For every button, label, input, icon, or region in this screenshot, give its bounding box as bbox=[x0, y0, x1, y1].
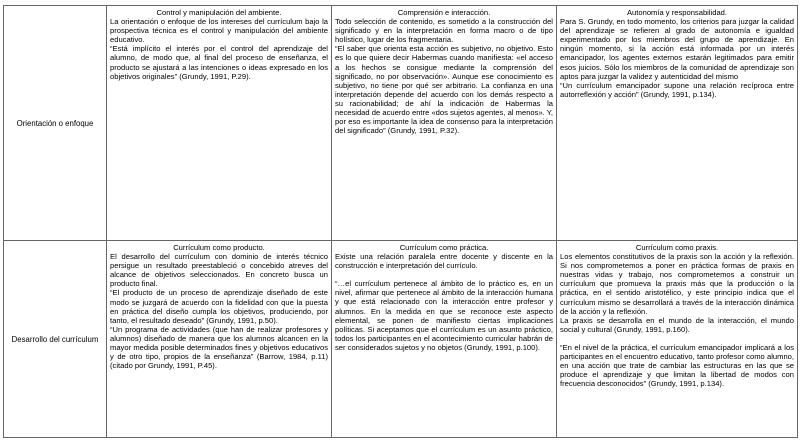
cell-practico-desarrollo bbox=[332, 241, 557, 438]
row-label-desarrollo: Desarrollo del currículum bbox=[4, 241, 107, 438]
cell-tecnico-orientacion bbox=[107, 6, 332, 241]
cell-paragraph: Existe una relación paralela entre docente y discente en la construcción e interpretación del currículo. bbox=[335, 252, 553, 271]
cell-heading: Currículum como producto. bbox=[173, 243, 265, 252]
cell-paragraph: “Un currículum emancipador supone una relación recíproca entre autorreflexión y acción” (Grundy, 1991, p.134). bbox=[560, 80, 794, 99]
cell-heading: Comprensión e interacción. bbox=[397, 8, 491, 17]
cell-paragraph: “Un programa de actividades (que han de realizar profesores y alumnos) diseñado de manera que los alumnos alcancen en la mayor medida posible determinados fines y objetivos educativos y de otro tipo, propios de la enseñanza” (Barrow, 1984, p.11) (citado por Grundy, 1991, P.45). bbox=[110, 324, 328, 371]
cell-paragraph: El desarrollo del currículum con dominio de interés técnico persigue un resultado preestableció o concebido atreves del alcance de objetivos seleccionados. En concreto busca un producto final. bbox=[110, 252, 328, 289]
cell-tecnico-desarrollo bbox=[107, 241, 332, 438]
cell-paragraph: “El saber que orienta esta acción es subjetivo, no objetivo. Esto es lo que quiere decir Habermas cuando manifiesta: «el acceso a los hechos se consigue mediante la comprensión del significado, no por observación». Aunque ese conocimiento es subjetivo, no tiene por qué ser arbitrario. La confianza en una interpretación depende del acuerdo con los demás respecto a su racionabilidad; de ahí la indicación de Habermas la necesidad de acuerdo entre «dos sujetos agentes, al menos». Y, por eso es importante la idea de consenso para la interpretación del significado” (Grundy, 1991, P.32). bbox=[335, 44, 553, 136]
row-label-orientacion: Orientación o enfoque bbox=[4, 6, 107, 241]
cell-paragraph: Los elementos constitutivos de la praxis son la acción y la reflexión. Si nos comprometemos a poner en práctica formas de praxis en nuestras vidas y trabajo, nos comprometemos a construir un currículum que promueva la praxis más que la producción o la práctica, en el sentido aristotélico, y este principio indica que el currículum mismo se desarrollará a través de la interacción dinámica de la acción y la reflexión. bbox=[560, 252, 794, 316]
cell-emancipador-desarrollo bbox=[557, 241, 798, 438]
table-row bbox=[4, 6, 798, 241]
cell-paragraph: “El producto de un proceso de aprendizaje diseñado de este modo se juzgará de acuerdo con la fidelidad con que la puesta en práctica del diseño cumpla los objetivos, produciendo, por tanto, el resultado deseado” (Grundy, 1991, p.50). bbox=[110, 288, 328, 325]
cell-emancipador-orientacion bbox=[557, 6, 798, 241]
cell-paragraph: Para S. Grundy, en todo momento, los criterios para juzgar la calidad del aprendizaje se refieren al grado de autonomía e igualdad experimentado por los miembros del grupo de aprendizaje. En ningún momento, si la acción está informada por un interés emancipador, los agentes externos estarán legitimados para emitir esos juicios. Sólo los miembros de la comunidad de aprendizaje son aptos para juzgar la validez y autenticidad del mismo bbox=[560, 17, 794, 81]
cell-paragraph: “Está implícito el interés por el control del aprendizaje del alumno, de modo que, al final del proceso de enseñanza, el producto se ajustará a las intenciones o ideas expresado en los objetivos originales” (Grundy, 1991, P.29). bbox=[110, 44, 328, 81]
cell-paragraph: La orientación o enfoque de los intereses del currículum bajo la prospectiva técnica es el control y manipulación del ambiente educativo. bbox=[110, 17, 328, 45]
cell-practico-orientacion bbox=[332, 6, 557, 241]
table-row bbox=[4, 241, 798, 438]
comparison-table bbox=[3, 5, 798, 438]
cell-heading: Currículum como praxis. bbox=[635, 243, 719, 252]
cell-heading: Currículum como práctica. bbox=[399, 243, 489, 252]
cell-paragraph: Todo selección de contenido, es sometido a la construcción del significado y en la interpretación en forma macro o de tipo holístico, lugar de los fragmentaria. bbox=[335, 17, 553, 45]
cell-paragraph: La praxis se desarrolla en el mundo de la interacción, el mundo social y cultural (Grundy, 1991, p.160). bbox=[560, 315, 794, 334]
cell-paragraph: “…el currículum pertenece al ámbito de lo práctico es, en un nivel, afirmar que pertenece al ámbito de la interacción humana y que está relacionado con la interacción entre profesor y alumnos. En la medida en que se reconoce este aspecto elemental, se ponen de manifiesto ciertas implicaciones políticas. Si aceptamos que el currículum es un asunto práctico, todos los participantes en el acontecimiento curricular habrán de ser considerados sujetos y no objetos (Grundy, 1991, p.100). bbox=[335, 279, 553, 352]
cell-heading: Control y manipulación del ambiente. bbox=[156, 8, 282, 17]
cell-paragraph: “En el nivel de la práctica, el currículum emancipador implicará a los participantes en el encuentro educativo, tanto profesor como alumno, en una acción que trate de cambiar las estructuras en las que se produce el aprendizaje y que limitan la libertad de modos con frecuencia desconocidos” (Grundy, 1991, p.134). bbox=[560, 342, 794, 389]
cell-heading: Autonomía y responsabilidad. bbox=[626, 8, 728, 17]
